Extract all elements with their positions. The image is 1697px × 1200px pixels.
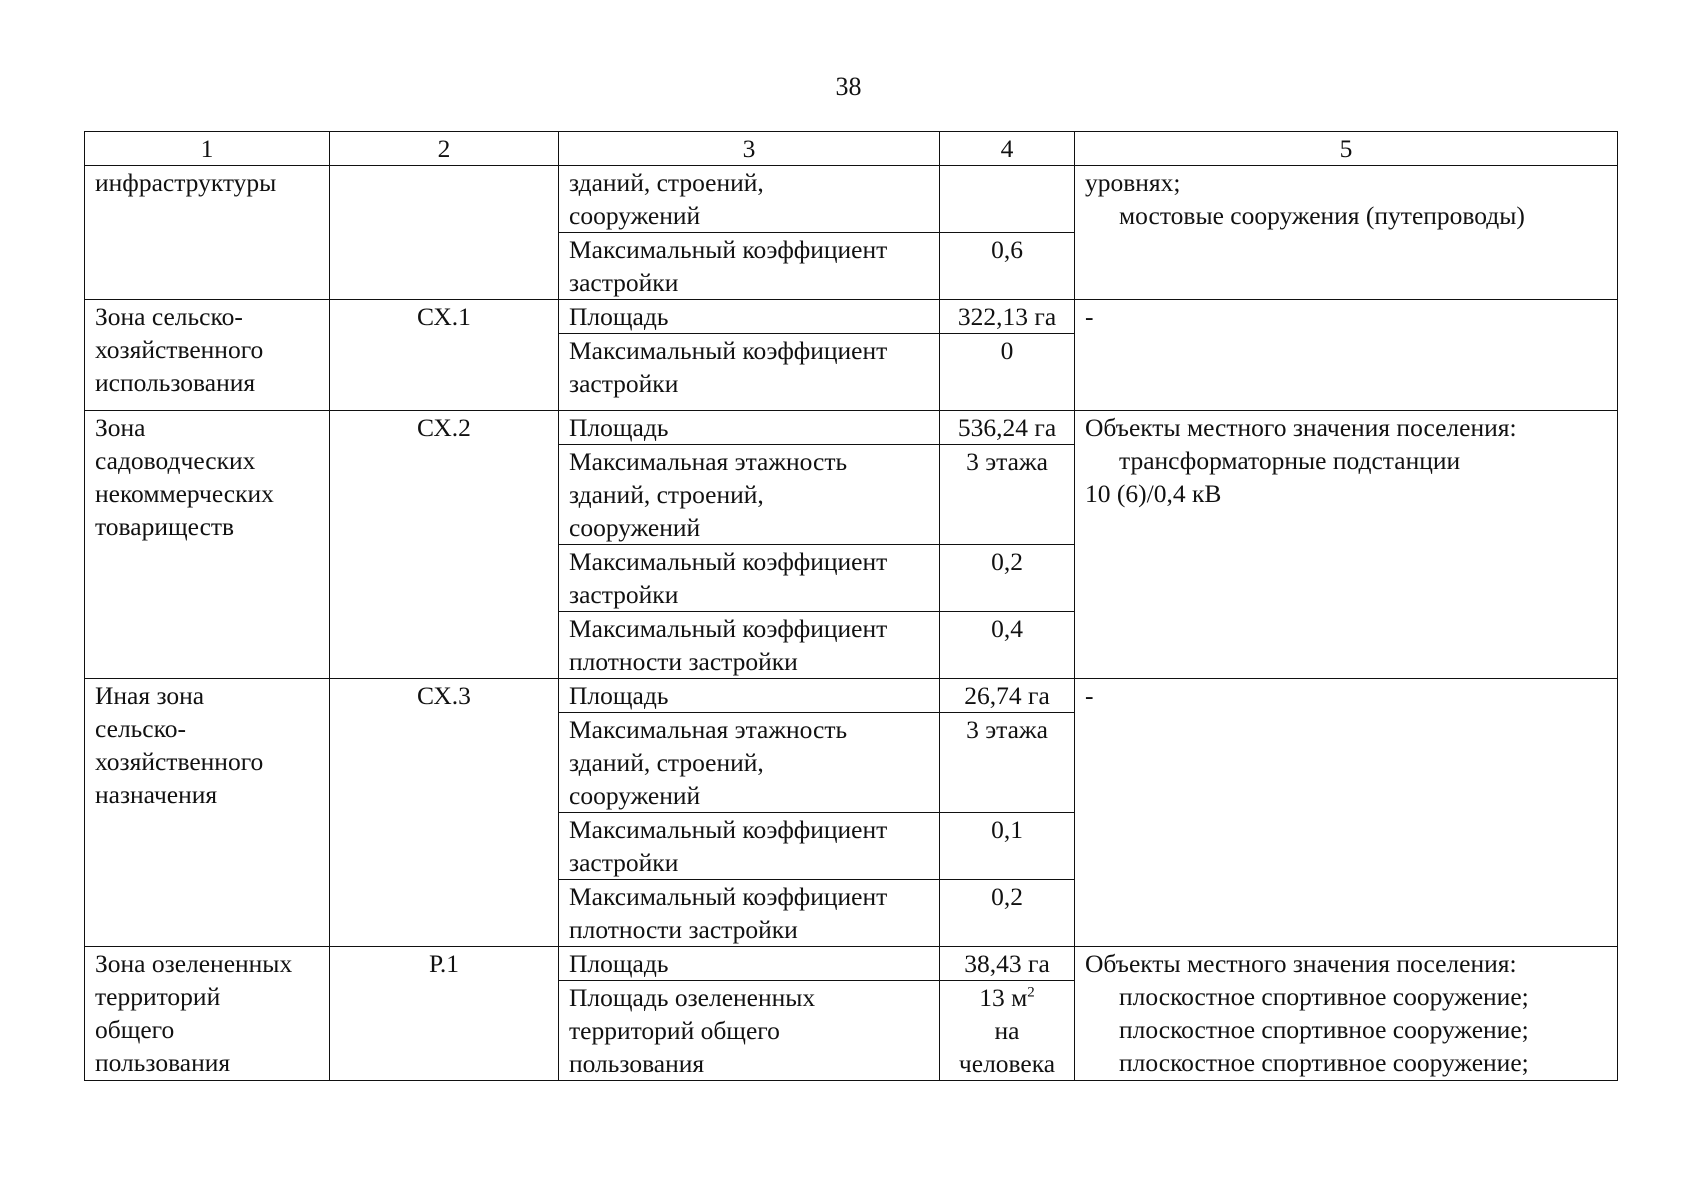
objects-cell: - xyxy=(1075,679,1618,947)
header-cell-3: 3 xyxy=(559,132,940,166)
parameter-value-cell: 0,2 xyxy=(940,880,1075,947)
header-cell-2: 2 xyxy=(330,132,559,166)
parameter-value-cell: 3 этажа xyxy=(940,713,1075,813)
table-row xyxy=(85,166,1618,233)
objects-cell: Объекты местного значения поселения: трансформаторные подстанции 10 (6)/0,4 кВ xyxy=(1075,411,1618,679)
zone-code-cell: Р.1 xyxy=(330,947,559,1081)
parameter-name-cell: Площадь xyxy=(559,679,940,713)
parameter-name-cell: Площадь озелененных территорий общего пользования xyxy=(559,981,940,1081)
objects-cell: Объекты местного значения поселения: плоскостное спортивное сооружение; плоскостное спортивное сооружение; плоскостное спортивное сооружение; xyxy=(1075,947,1618,1081)
parameter-value-cell: 38,43 га xyxy=(940,947,1075,981)
zone-code-cell xyxy=(330,166,559,300)
objects-cell: уровнях; мостовые сооружения (путепроводы) xyxy=(1075,166,1618,300)
parameter-name-cell: Максимальный коэффициент плотности застройки xyxy=(559,612,940,679)
area-per-person-value: 13 $м^2$ xyxy=(979,983,1035,1012)
parameter-value-cell: 0,6 xyxy=(940,233,1075,300)
parameter-value-cell: 322,13 га xyxy=(940,300,1075,334)
parameter-value-cell: 536,24 га xyxy=(940,411,1075,445)
header-cell-4: 4 xyxy=(940,132,1075,166)
zones-table xyxy=(84,131,1618,1081)
parameter-name-cell: Максимальный коэффициент застройки xyxy=(559,545,940,612)
parameter-value-cell: 13 $м^2$ на человека xyxy=(940,981,1075,1081)
header-cell-5: 5 xyxy=(1075,132,1618,166)
parameter-name-cell: Максимальная этажность зданий, строений, сооружений xyxy=(559,445,940,545)
table-row xyxy=(85,300,1618,334)
parameter-value-cell: 0,4 xyxy=(940,612,1075,679)
parameter-value-cell: 0,1 xyxy=(940,813,1075,880)
parameter-name-cell: Максимальный коэффициент застройки xyxy=(559,813,940,880)
table-row xyxy=(85,411,1618,445)
zone-code-cell: СХ.1 xyxy=(330,300,559,411)
parameter-value-cell: 26,74 га xyxy=(940,679,1075,713)
header-cell-1: 1 xyxy=(85,132,330,166)
page-number: 38 xyxy=(835,72,862,101)
zone-name-cell: инфраструктуры xyxy=(85,166,330,300)
parameter-name-cell: зданий, строений, сооружений xyxy=(559,166,940,233)
parameter-name-cell: Максимальный коэффициент застройки xyxy=(559,233,940,300)
table-row xyxy=(85,679,1618,713)
objects-cell: - xyxy=(1075,300,1618,411)
parameter-value-cell: 3 этажа xyxy=(940,445,1075,545)
zone-name-cell: Иная зона сельско- хозяйственного назначения xyxy=(85,679,330,947)
zone-code-cell: СХ.2 xyxy=(330,411,559,679)
zone-name-cell: Зона садоводческих некоммерческих товариществ xyxy=(85,411,330,679)
parameter-name-cell: Площадь xyxy=(559,411,940,445)
parameter-value-cell: 0 xyxy=(940,334,1075,411)
parameter-name-cell: Максимальный коэффициент застройки xyxy=(559,334,940,411)
zone-code-cell: СХ.3 xyxy=(330,679,559,947)
parameter-name-cell: Максимальный коэффициент плотности застройки xyxy=(559,880,940,947)
parameter-name-cell: Площадь xyxy=(559,947,940,981)
parameter-value-cell xyxy=(940,166,1075,233)
zone-name-cell: Зона озелененных территорий общего пользования xyxy=(85,947,330,1081)
parameter-value-cell: 0,2 xyxy=(940,545,1075,612)
table-row xyxy=(85,947,1618,981)
parameter-name-cell: Максимальная этажность зданий, строений, сооружений xyxy=(559,713,940,813)
parameter-name-cell: Площадь xyxy=(559,300,940,334)
zone-name-cell: Зона сельско- хозяйственного использования xyxy=(85,300,330,411)
table-header-row xyxy=(85,132,1618,166)
